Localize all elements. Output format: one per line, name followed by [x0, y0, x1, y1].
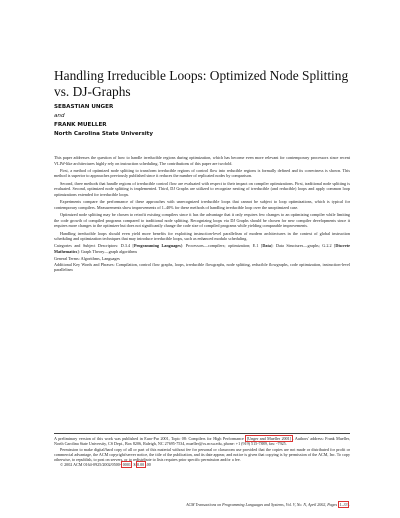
copyright-text: $: [132, 462, 136, 468]
author-block: [54, 103, 354, 139]
abstract-paragraph: Handling irreducible loops should even yield more benefits for exploiting instruction-level parallelism of modern architectures in the context of global instruction scheduling and optimization techniques that may introduce irreducible loops, such as enhanced modulo scheduling.: [54, 230, 350, 242]
categories-text: ]: Processors—compilers; optimization; E.1 [: [180, 243, 263, 249]
categories-text: ]: Graph Theory—graph algorithms: [77, 248, 138, 254]
categories-line: [54, 243, 350, 254]
copyright-text: © 2002 ACM 0164-0925/2002/0500-: [60, 462, 122, 468]
citation-link[interactable]: [Unger and Mueller 2001]: [246, 436, 292, 441]
author-name: SEBASTIAN UNGER: [54, 104, 114, 110]
general-terms-label: General Terms:: [54, 256, 80, 262]
abstract-paragraph: This paper addresses the question of how to handle irreducible regions during optimization, which has become even more relevant for contemporary processors since recent VLIW-like architectures highly rely on instruction scheduling. The contributions of this paper are twofold.: [54, 155, 350, 166]
abstract-paragraph: Second, three methods that handle regions of irreducible control flow are evaluated with respect to their impact on compiler optimizations. First, traditional node splitting is evaluated. Second, optimized node splitting is implemented. Third, DJ Graphs are utilized to recognize nesting of irreducible (and reducible) loops and apply common loop optimizations extended for irreducible loops.: [54, 180, 350, 197]
categories-label: Categories and Subject Descriptors:: [54, 243, 119, 249]
paper-title: Handling Irreducible Loops: Optimized Node Splitting vs. DJ-Graphs: [54, 68, 349, 99]
journal-citation: .: [349, 502, 350, 507]
abstract-paragraph: Experiments compare the performance of these approaches with unrecognized irreducible loops that cannot be subject to loop optimizations, which is typical for contemporary compilers. Measurements show improvements of 1–40% for these methods of handling irreducible loop over the unoptimized case.: [54, 199, 350, 210]
footnote-text: . Authors' address: Frank Mueller, North Carolina State University, CS Dept., Box 8206, Raleigh, NC 27695-7534, mueller@cs.ncsu.edu, phone: +1 (919) 515-7889, fax: -7925.: [54, 436, 351, 447]
abstract: [54, 155, 350, 273]
copyright-link[interactable]: 0001: [122, 462, 131, 468]
author-conjunction: and: [54, 113, 65, 119]
copyright-line: [54, 462, 350, 467]
categories-text: D.3.4 [: [120, 243, 134, 249]
journal-footer: [54, 502, 350, 507]
permission-notice: Permission to make digital/hard copy of all or part of this material without fee for personal or classroom use provided that the copies are not made or distributed for profit or commercial advantage, the ACM copyright/server notice, the title of the publication, and its date appear, and notice is given that copying is by permission of the ACM, Inc. To copy otherwise, to republish, to post on servers, or to redistribute to lists requires prior specific permission and/or a fee.: [54, 446, 350, 463]
categories-bold: Programming Languages: [133, 243, 181, 249]
journal-citation: ACM Transactions on Programming Languages and Systems, Vol. V, No. N, April 2002, Pages: [186, 502, 338, 507]
abstract-paragraph: First, a method of optimized node splitting to transform irreducible regions of control flow into reducible regions is formally defined and its correctness is shown. This method is superior to approaches previously published since it reduces the number of replicated nodes by comparison.: [54, 167, 350, 179]
footnote-publication-note: [54, 436, 350, 447]
keywords-text: Compilation, control flow graphs, loops, irreducible flowgraphs, node splitting, reducible flowgraphs, code optimization, instruction-level parallelism: [54, 261, 351, 273]
general-terms-text: Algorithms, Languages: [80, 256, 120, 262]
categories-bold: Data: [262, 243, 271, 249]
categories-bold: Discrete Mathematics: [54, 243, 350, 254]
footnote-divider: [54, 433, 350, 434]
footnote-text: A preliminary version of this work was published in Euro-Par 2001, Topic 08: Compilers for High Performance: [54, 436, 246, 441]
page-range-link[interactable]: 1–33: [339, 502, 348, 507]
author-name: FRANK MUELLER: [54, 122, 107, 128]
abstract-paragraph: Optimized node splitting may be chosen to retrofit existing compilers since it has the advantage that it only requires few changes to an optimizing compiler while limiting the code growth of compiled programs compared to traditional node splitting. Recognizing loops via DJ Graphs should be chosen for new compiler developments since it requires more changes to the optimizer but does not significantly change the code size of compiled programs while yielding comparable improvements.: [54, 212, 350, 229]
copyright-text: .00: [145, 462, 151, 468]
footnote: [54, 436, 350, 468]
keywords-label: Additional Key Words and Phrases:: [54, 261, 115, 267]
author-affiliation: North Carolina State University: [54, 131, 154, 137]
categories-text: ]: Data Structures—graphs; G.2.2 [: [270, 243, 336, 249]
keywords-line: [54, 262, 350, 273]
copyright-link[interactable]: 0.00: [137, 462, 145, 468]
